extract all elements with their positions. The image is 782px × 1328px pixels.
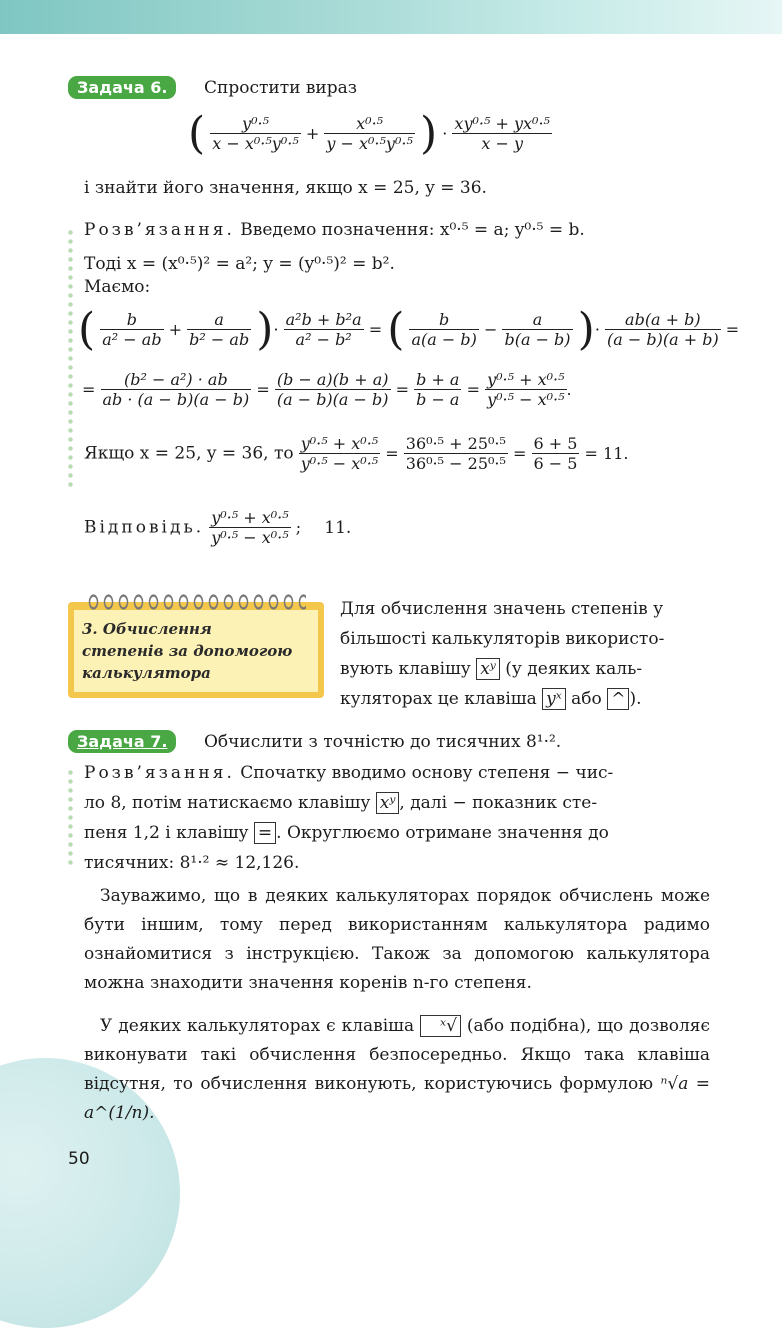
text-line (84, 788, 710, 818)
text-line: Для обчислення значень степенів у (340, 599, 664, 619)
frac-den: (a − b)(a − b) (276, 390, 389, 409)
frac-num: y⁰·⁵ + x⁰·⁵ (487, 370, 565, 389)
key-equals: = (254, 822, 276, 844)
task6-intro: Спростити вираз (204, 78, 358, 98)
calc-text (340, 594, 710, 714)
text-span: або (571, 689, 602, 709)
task6-answer: Відповідь. $\frac{\text{y⁰·⁵ + x⁰·⁵}}{\text{y⁰·⁵ − x⁰·⁵}}$ ; 11. (84, 508, 352, 547)
text-line (340, 654, 710, 684)
frac-den: b² − ab (189, 330, 250, 349)
frac-num: 6 + 5 (533, 434, 578, 453)
text-span: ). (629, 689, 642, 709)
frac-den: a² − ab (102, 330, 162, 349)
frac-den: 6 − 5 (533, 454, 578, 473)
root-key: ˣ√ (420, 1015, 461, 1037)
text-line (84, 758, 710, 788)
solution-label: Розв’язання. (84, 220, 235, 240)
frac-den: y − x⁰·⁵y⁰·⁵ (326, 134, 413, 153)
solution-dots (68, 228, 73, 490)
frac-num: b + a (416, 370, 460, 389)
frac-den: y⁰·⁵ − x⁰·⁵ (211, 528, 289, 547)
page-number: 50 (68, 1149, 90, 1169)
frac-num: 36⁰·⁵ + 25⁰·⁵ (405, 434, 506, 453)
frac-den: a² − b² (295, 330, 352, 349)
frac-num: ab(a + b) (605, 310, 721, 330)
task6-line1: ( $\frac{b}{\text{a² − ab}}$ + $\frac{a}{\text{b² − ab}}$ )· $\frac{\text{a²b + b²a}}{\text{a² − b²}}$ = ( $\frac{b}{a(a - b)}$ − $\frac{a}{b(a - b)}$ )· $\frac{ab(a + b)}{(a - b)(a + b)}$ = (78, 304, 740, 355)
task6-then: Тоді x = (x⁰·⁵)² = a²; y = (y⁰·⁵)² = b². (84, 254, 395, 274)
frac-num: a (187, 310, 251, 330)
note-line: калькулятора (82, 664, 211, 682)
note-line: степенів за допомогою (82, 642, 293, 660)
frac-num: (b − a)(b + a) (276, 370, 389, 389)
text-span: ло 8, потім натискаємо клавішу (84, 793, 371, 813)
frac-den: x − y (481, 134, 523, 153)
text-span: пеня 1,2 і клавішу (84, 823, 249, 843)
note-line: 3. Обчислення (82, 620, 212, 638)
formula: ⁿ√a = a^(1/n). (84, 1074, 710, 1123)
text-span: Спочатку вводимо основу степеня − чис- (240, 763, 614, 783)
text-span: вують клавішу (340, 659, 471, 679)
key-yx: yˣ (542, 688, 566, 710)
text-line: тисячних: 8¹·² ≈ 12,126. (84, 853, 300, 873)
frac-den: b − a (416, 390, 460, 409)
frac-den: y⁰·⁵ − x⁰·⁵ (300, 454, 379, 473)
frac-den: b(a − b) (504, 330, 571, 349)
task7-badge: Задача 7. (68, 730, 176, 753)
text-span: У деяких калькуляторах є клавіша (100, 1016, 415, 1036)
frac-num: x⁰·⁵ (324, 114, 415, 134)
frac-num: y⁰·⁵ + x⁰·⁵ (211, 508, 289, 527)
task7-title: Обчислити з точністю до тисячних 8¹·². (204, 732, 562, 752)
task6-line3: Якщо x = 25, y = 36, то $\frac{\text{y⁰·⁵ + x⁰·⁵}}{\text{y⁰·⁵ − x⁰·⁵}}$ = $\frac{\text{36⁰·⁵ + 25⁰·⁵}}{\text{36⁰·⁵ − 25⁰·⁵}}$ = $\frac{6 + 5}{6 - 5}$ = 11. (84, 434, 629, 473)
frac-num: a²b + b²a (285, 310, 362, 329)
text-span: , далі − показник сте- (399, 793, 598, 813)
frac-num: b (100, 310, 163, 330)
task6-have: Маємо: (84, 277, 151, 297)
task6-expression: ( $\frac{\text{y⁰·⁵}}{\text{x − x⁰·⁵y⁰·⁵}}$ + $\frac{\text{x⁰·⁵}}{\text{y − x⁰·⁵y⁰·⁵}}$ ) · $\frac{\text{xy⁰·⁵ + yx⁰·⁵}}{x - y}$ (188, 108, 550, 159)
task7-solution (84, 758, 710, 878)
answer-label: Відповідь. (84, 517, 205, 538)
frac-den: x − x⁰·⁵y⁰·⁵ (212, 134, 299, 153)
section-note (68, 602, 324, 698)
frac-den: (a − b)(a + b) (607, 330, 719, 349)
frac-den: a(a − b) (411, 330, 477, 349)
frac-num: xy⁰·⁵ + yx⁰·⁵ (454, 114, 550, 133)
text-span: (у деяких каль- (505, 659, 643, 679)
task6-badge: Задача 6. (68, 76, 176, 99)
text-span: куляторах це клавіша (340, 689, 537, 709)
key-xy: xʸ (376, 792, 400, 814)
task6-condition: і знайти його значення, якщо x = 25, y = 36. (84, 178, 487, 198)
frac-den: 36⁰·⁵ − 25⁰·⁵ (405, 454, 506, 473)
frac-num: y⁰·⁵ + x⁰·⁵ (300, 434, 379, 453)
frac-den: y⁰·⁵ − x⁰·⁵ (487, 390, 565, 409)
text-line: більшості калькуляторів використо- (340, 629, 665, 649)
task6-line2: = $\frac{\text{(b² − a²) · ab}}{ab \cdot (a - b)(a - b)}$ = $\frac{(b - a)(b + a)}{(a - b)(a - b)}$ = $\frac{b + a}{b - a}$ = $\frac{\text{y⁰·⁵ + x⁰·⁵}}{\text{y⁰·⁵ − x⁰·⁵}}$ . (82, 370, 572, 409)
result: = 11. (584, 444, 629, 463)
answer-value: 11. (324, 517, 352, 538)
header-band (0, 0, 782, 34)
solution-dots (68, 768, 73, 868)
paragraph-2 (84, 1012, 710, 1128)
frac-num: y⁰·⁵ (210, 114, 301, 134)
text-span: . Округлюємо отримане значення до (276, 823, 609, 843)
frac-num: b (409, 310, 478, 330)
frac-num: (b² − a²) · ab (101, 370, 252, 390)
frac-num: a (502, 310, 572, 330)
note-text (74, 610, 318, 692)
key-caret: ^ (607, 688, 629, 710)
frac-den: ab · (a − b)(a − b) (102, 390, 250, 409)
text-line (84, 818, 710, 848)
if-text: Якщо x = 25, y = 36, то (84, 443, 294, 464)
text-span: (або подібна), що дозволяє виконувати такі обчислення безпосередньо. Якщо така клавіша відсутня, то обчислення виконують, користуючись формулою (84, 1016, 711, 1094)
task6-solution-intro (84, 220, 585, 240)
spiral-rings (86, 594, 306, 610)
key-xy: xʸ (476, 658, 500, 680)
solution-label: Розв’язання. (84, 763, 235, 783)
solution-text: Введемо позначення: x⁰·⁵ = a; y⁰·⁵ = b. (240, 220, 585, 240)
paragraph-1: Зауважимо, що в деяких калькуляторах порядок обчислень може бути іншим, тому перед використанням калькулятора радимо ознайомитися з інструкцією. Також за допомогою калькулятора можна знаходити значення коренів n-го степеня. (84, 886, 710, 993)
text-line (340, 684, 710, 714)
